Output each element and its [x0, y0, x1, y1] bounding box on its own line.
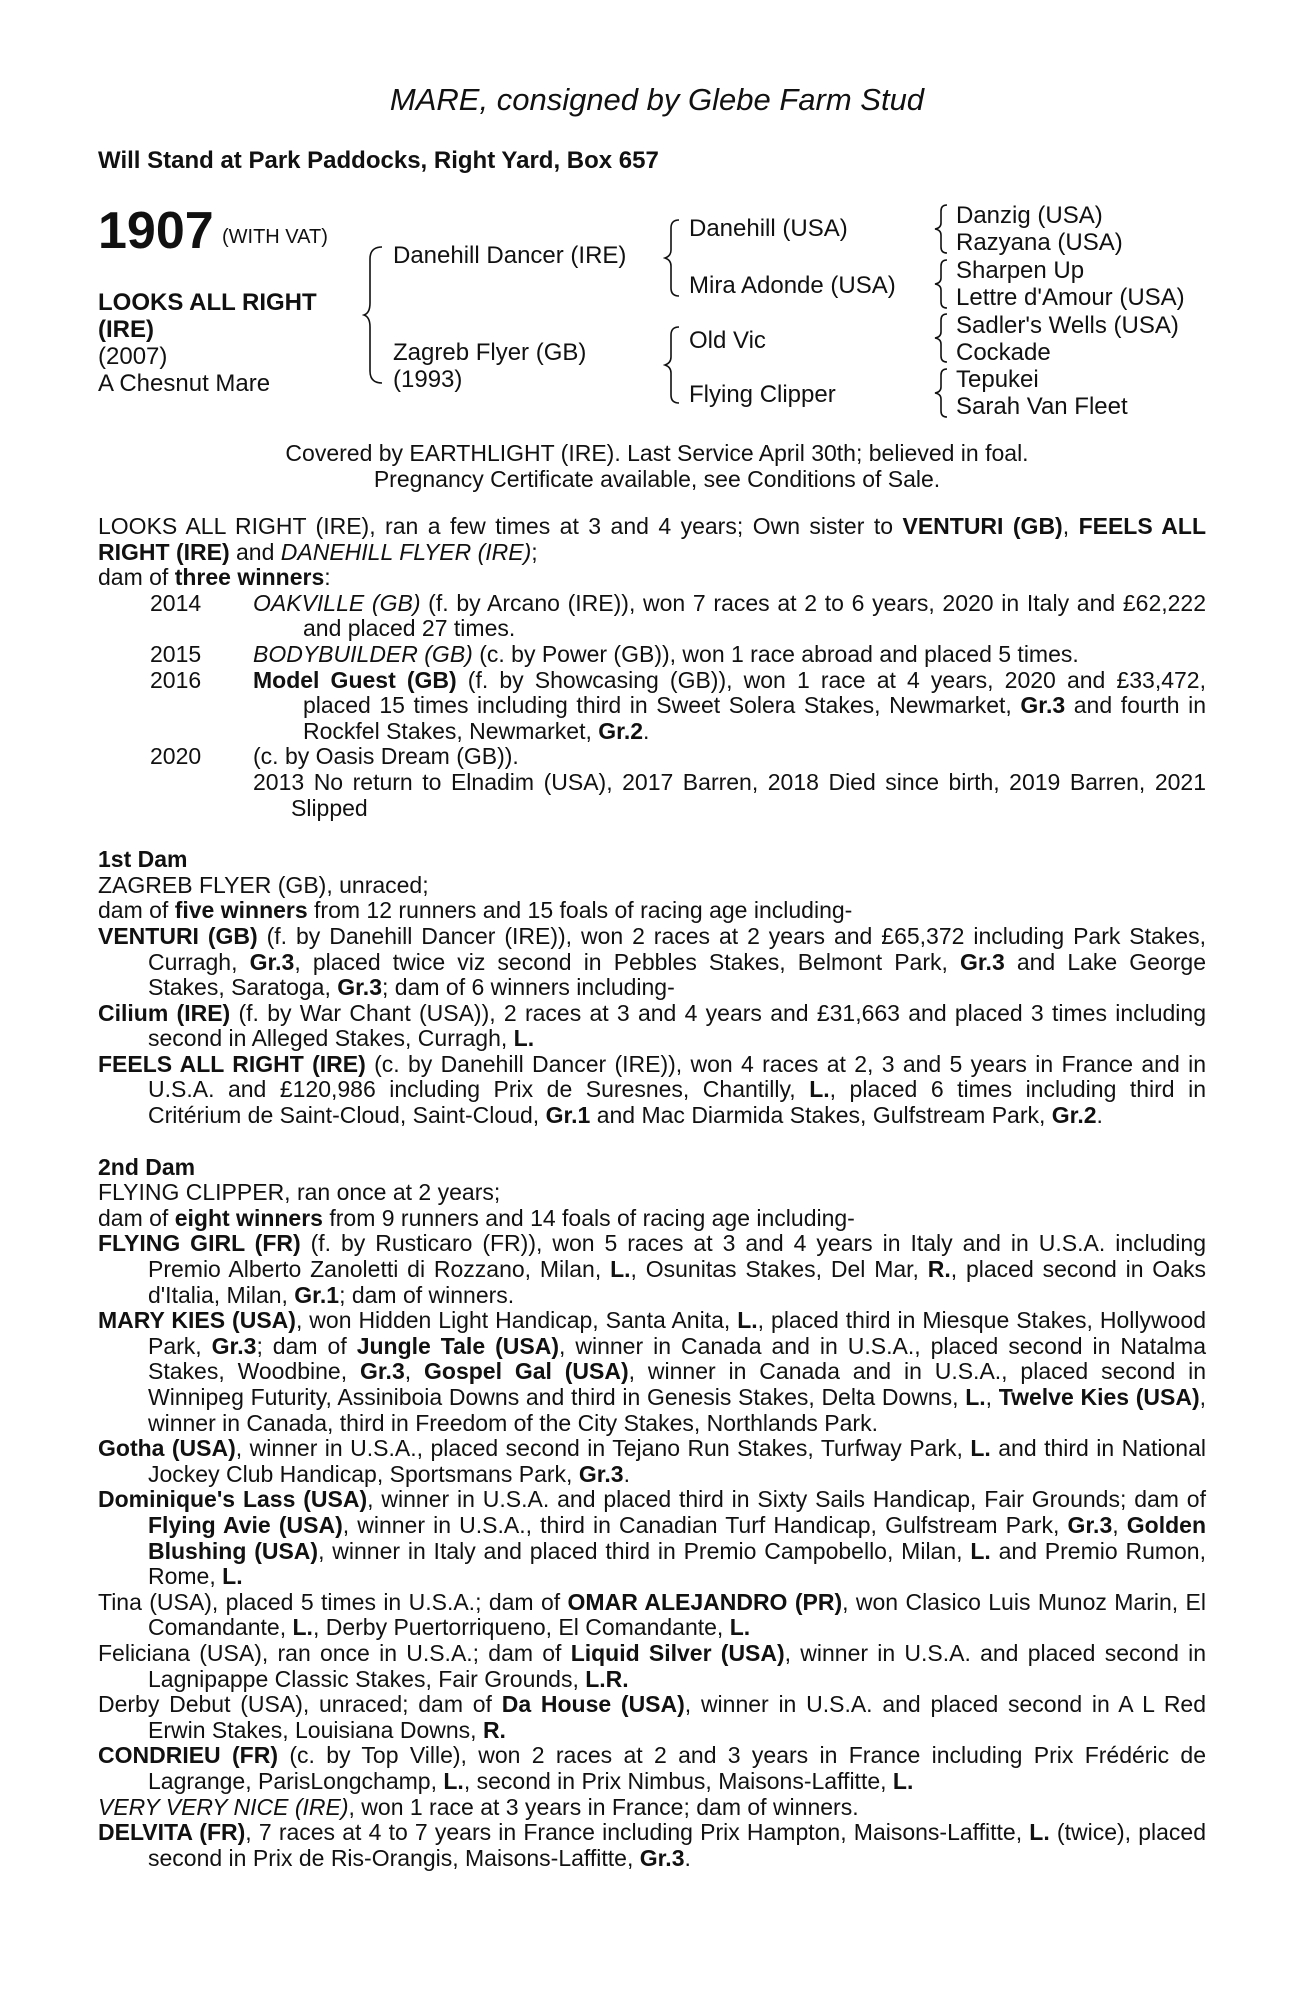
mare-produce-summary: dam of three winners: — [98, 564, 331, 591]
covering-note — [0, 440, 1314, 492]
second-dam-produce: dam of eight winners from 9 runners and 14 foals of racing age including- — [98, 1204, 855, 1231]
ancestor-sds: Sharpen Up — [956, 257, 1085, 284]
second-dam-line: FLYING CLIPPER, ran once at 2 years; — [98, 1179, 501, 1206]
produce-entry: Cilium (IRE) (f. by War Chant (USA)), 2 races at 3 and 4 years and £31,663 and placed 3 times including second in Alleged Stakes, Curragh, L. — [98, 999, 1206, 1052]
produce-entry: DELVITA (FR), 7 races at 4 to 7 years in France including Prix Hampton, Maisons-Laffitte, L. (twice), placed second in Prix de Ris-Orangis, Maisons-Laffitte, Gr.3. — [98, 1819, 1206, 1871]
second-dam-heading: 2nd Dam — [98, 1153, 196, 1180]
produce-entry: VERY VERY NICE (IRE), won 1 race at 3 years in France; dam of winners. — [98, 1793, 859, 1820]
produce-entry: Tina (USA), placed 5 times in U.S.A.; dam of OMAR ALEJANDRO (PR), won Clasico Luis Munoz Marin, El Comandante, L., Derby Puertorriqueno, El Comandante, L. — [98, 1588, 1206, 1641]
first-dam-heading: 1st Dam — [98, 846, 188, 873]
sire-dam: Mira Adonde (USA) — [689, 272, 896, 299]
sire-name: Danehill Dancer (IRE) — [393, 242, 627, 269]
pedigree-brace — [933, 367, 951, 419]
ancestor-dss: Sadler's Wells (USA) — [956, 312, 1179, 339]
pedigree-notes — [98, 514, 1206, 1871]
horse-description: A Chesnut Mare — [98, 370, 271, 397]
pedigree-brace — [933, 312, 951, 364]
ancestor-sdd: Lettre d'Amour (USA) — [956, 284, 1185, 311]
sire-sire: Danehill (USA) — [689, 215, 848, 242]
horse-block — [98, 289, 378, 397]
certificate-line: Pregnancy Certificate available, see Conditions of Sale. — [373, 466, 941, 492]
produce-row: 2014 OAKVILLE (GB) (f. by Arcano (IRE)), won 7 races at 2 to 6 years, 2020 in Italy and £62,222 and placed 27 times. — [150, 589, 1206, 642]
vat-note: (WITH VAT) — [222, 226, 328, 248]
horse-name: LOOKS ALL RIGHT (IRE) — [98, 289, 317, 343]
produce-entry: VENTURI (GB) (f. by Danehill Dancer (IRE)), won 2 races at 2 years and £65,372 including Park Stakes, Curragh, Gr.3, placed twice viz second in Pebbles Stakes, Belmont Park, Gr.3 and Lake George Stakes, Saratoga, Gr.3; dam of 6 winners including- — [98, 922, 1207, 1001]
dam-dam: Flying Clipper — [689, 381, 836, 408]
produce-entry: Dominique's Lass (USA), winner in U.S.A. and placed third in Sixty Sails Handicap, Fair Grounds; dam of Flying Avie (USA), winner in U.S.A., third in Canadian Turf Handicap, Gulfstream Park, Gr.3, Golden Blushing (USA), winner in Italy and placed third in Premio Campobello, Milan, L. and Premio Rumon, Rome, L. — [98, 1486, 1207, 1590]
produce-row: 2020 (c. by Oasis Dream (GB)). — [150, 743, 519, 770]
first-dam-line: ZAGREB FLYER (GB), unraced; — [98, 871, 429, 898]
produce-entry: Derby Debut (USA), unraced; dam of Da House (USA), winner in U.S.A. and placed second in A L Red Erwin Stakes, Louisiana Downs, R. — [98, 1691, 1207, 1743]
produce-entry: Feliciana (USA), ran once in U.S.A.; dam of Liquid Silver (USA), winner in U.S.A. and placed second in Lagnipappe Classic Stakes, Fair Grounds, L.R. — [98, 1639, 1207, 1692]
pedigree-brace — [663, 325, 683, 405]
produce-entry: FEELS ALL RIGHT (IRE) (c. by Danehill Dancer (IRE)), won 4 races at 2, 3 and 5 years in France and in U.S.A. and £120,986 including Prix de Suresnes, Chantilly, L., placed 6 times including third in Critérium de Saint-Cloud, Saint-Cloud, Gr.1 and Mac Diarmida Stakes, Gulfstream Park, Gr.2. — [98, 1050, 1206, 1129]
pedigree-brace — [933, 258, 951, 310]
ancestor-ssd: Razyana (USA) — [956, 229, 1123, 256]
produce-row: 2015 BODYBUILDER (GB) (c. by Power (GB)), won 1 race abroad and placed 5 times. — [150, 640, 1079, 667]
pedigree-brace — [663, 218, 683, 298]
ancestor-dds: Tepukei — [956, 366, 1039, 393]
consignor-header: MARE, consigned by Glebe Farm Stud — [389, 82, 925, 117]
stabling-location: Will Stand at Park Paddocks, Right Yard, Box 657 — [98, 147, 659, 174]
pedigree-brace — [933, 203, 951, 255]
first-dam-produce: dam of five winners from 12 runners and 15 foals of racing age including- — [98, 897, 853, 924]
mare-summary: LOOKS ALL RIGHT (IRE), ran a few times at 3 and 4 years; Own sister to VENTURI (GB), FEELS ALL RIGHT (IRE) and DANEHILL FLYER (IRE); — [98, 513, 1207, 565]
ancestor-dsd: Cockade — [956, 339, 1051, 366]
ancestor-ddd: Sarah Van Fleet — [956, 393, 1128, 420]
produce-entry: MARY KIES (USA), won Hidden Light Handicap, Santa Anita, L., placed third in Miesque Stakes, Hollywood Park, Gr.3; dam of Jungle Tale (USA), winner in Canada and in U.S.A., placed second in Natalma Stakes, Woodbine, Gr.3, Gospel Gal (USA), winner in Canada and in U.S.A., placed second in Winnipeg Futurity, Assiniboia Downs and third in Genesis Stakes, Delta Downs, L., Twelve Kies (USA), winner in Canada, third in Freedom of the City Stakes, Northlands Park. — [98, 1307, 1207, 1436]
produce-entry: FLYING GIRL (FR) (f. by Rusticaro (FR)), won 5 races at 3 and 4 years in Italy and in U.S.A. including Premio Alberto Zanoletti di Rozzano, Milan, L., Osunitas Stakes, Del Mar, R., placed second in Oaks d'Italia, Milan, Gr.1; dam of winners. — [98, 1230, 1207, 1308]
dam-sire: Old Vic — [689, 327, 766, 354]
dam-name: Zagreb Flyer (GB) — [393, 339, 587, 366]
pedigree-brace — [362, 245, 386, 385]
produce-entry: CONDRIEU (FR) (c. by Top Ville), won 2 races at 2 and 3 years in France including Prix Frédéric de Lagrange, ParisLongchamp, L., second in Prix Nimbus, Maisons-Laffitte, L. — [98, 1742, 1206, 1794]
produce-returns: 2013 No return to Elnadim (USA), 2017 Barren, 2018 Died since birth, 2019 Barren, 2021 Slipped — [253, 768, 1206, 821]
produce-entry: Gotha (USA), winner in U.S.A., placed second in Tejano Run Stakes, Turfway Park, L. and third in National Jockey Club Handicap, Sportsmans Park, Gr.3. — [98, 1435, 1206, 1487]
dam-year: (1993) — [393, 366, 463, 393]
covering-line: Covered by EARTHLIGHT (IRE). Last Service April 30th; believed in foal. — [285, 440, 1029, 466]
lot-number: 1907 — [98, 202, 214, 260]
ancestor-sss: Danzig (USA) — [956, 202, 1103, 229]
produce-row: 2016 Model Guest (GB) (f. by Showcasing (GB)), won 1 race at 4 years, 2020 and £33,472, placed 15 times including third in Sweet Solera Stakes, Newmarket, Gr.3 and fourth in Rockfel Stakes, Newmarket, Gr.2. — [150, 666, 1206, 744]
horse-year: (2007) — [98, 343, 168, 370]
